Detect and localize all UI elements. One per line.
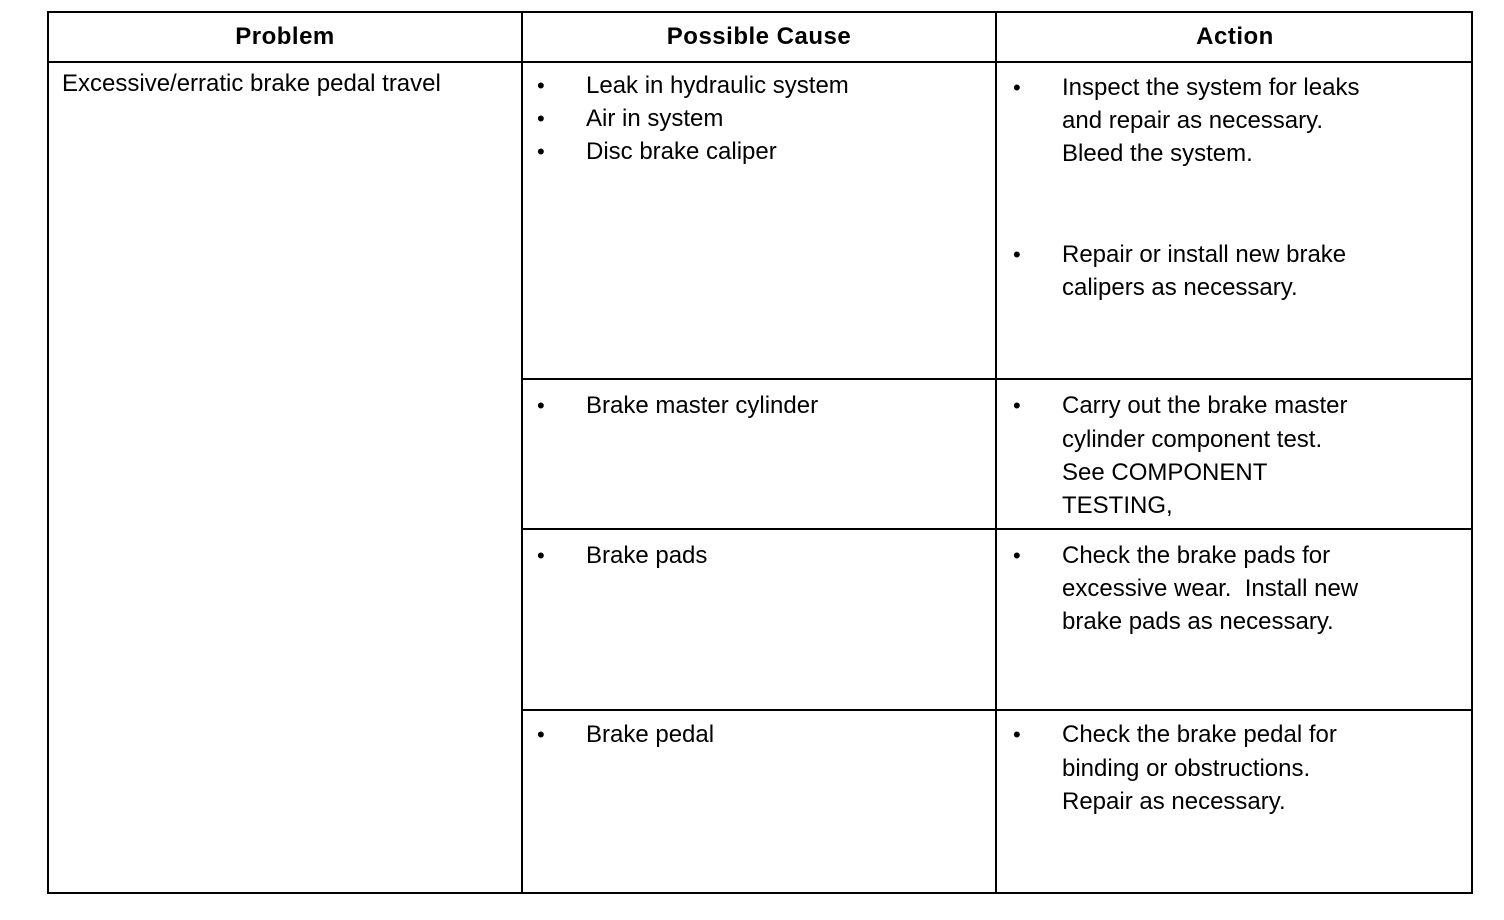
bullet-icon: •: [537, 722, 545, 747]
bullet-icon: •: [537, 543, 545, 568]
action-line: Check the brake pads for: [1062, 542, 1331, 569]
action-line: Repair as necessary.: [1062, 788, 1286, 815]
problem-cell: Excessive/erratic brake pedal travel: [62, 70, 441, 97]
action-line: excessive wear. Install new: [1062, 575, 1359, 602]
action-line: and repair as necessary.: [1062, 107, 1324, 134]
bullet-icon: •: [1013, 393, 1021, 418]
header-possible-cause: Possible Cause: [666, 22, 852, 50]
action-line: Repair or install new brake: [1062, 241, 1347, 268]
action-line: cylinder component test.: [1062, 426, 1323, 453]
bullet-icon: •: [537, 139, 545, 164]
cause-item: Brake master cylinder: [586, 392, 819, 419]
cause-item: Brake pads: [586, 542, 708, 569]
cause-item: Leak in hydraulic system: [586, 72, 849, 99]
action-line: brake pads as necessary.: [1062, 608, 1334, 635]
action-line: binding or obstructions.: [1062, 755, 1311, 782]
cause-item: Air in system: [586, 105, 724, 132]
action-line: Inspect the system for leaks: [1062, 74, 1360, 101]
bullet-icon: •: [1013, 543, 1021, 568]
action-line: calipers as necessary.: [1062, 274, 1298, 301]
action-line: Carry out the brake master: [1062, 392, 1348, 419]
header-action: Action: [1196, 22, 1274, 50]
row-divider-2: [521, 528, 1473, 530]
bullet-icon: •: [537, 393, 545, 418]
action-line: Check the brake pedal for: [1062, 721, 1337, 748]
action-line: See COMPONENT: [1062, 459, 1268, 486]
column-divider-2: [995, 11, 997, 894]
action-line: Bleed the system.: [1062, 140, 1253, 167]
header-problem: Problem: [235, 22, 335, 50]
bullet-icon: •: [1013, 242, 1021, 267]
bullet-icon: •: [537, 73, 545, 98]
bullet-icon: •: [537, 106, 545, 131]
bullet-icon: •: [1013, 722, 1021, 747]
cause-item: Brake pedal: [586, 721, 715, 748]
bullet-icon: •: [1013, 75, 1021, 100]
row-divider-3: [521, 709, 1473, 711]
cause-item: Disc brake caliper: [586, 138, 777, 165]
column-divider-1: [521, 11, 523, 894]
row-divider-1: [521, 378, 1473, 380]
action-line: TESTING,: [1062, 492, 1173, 519]
